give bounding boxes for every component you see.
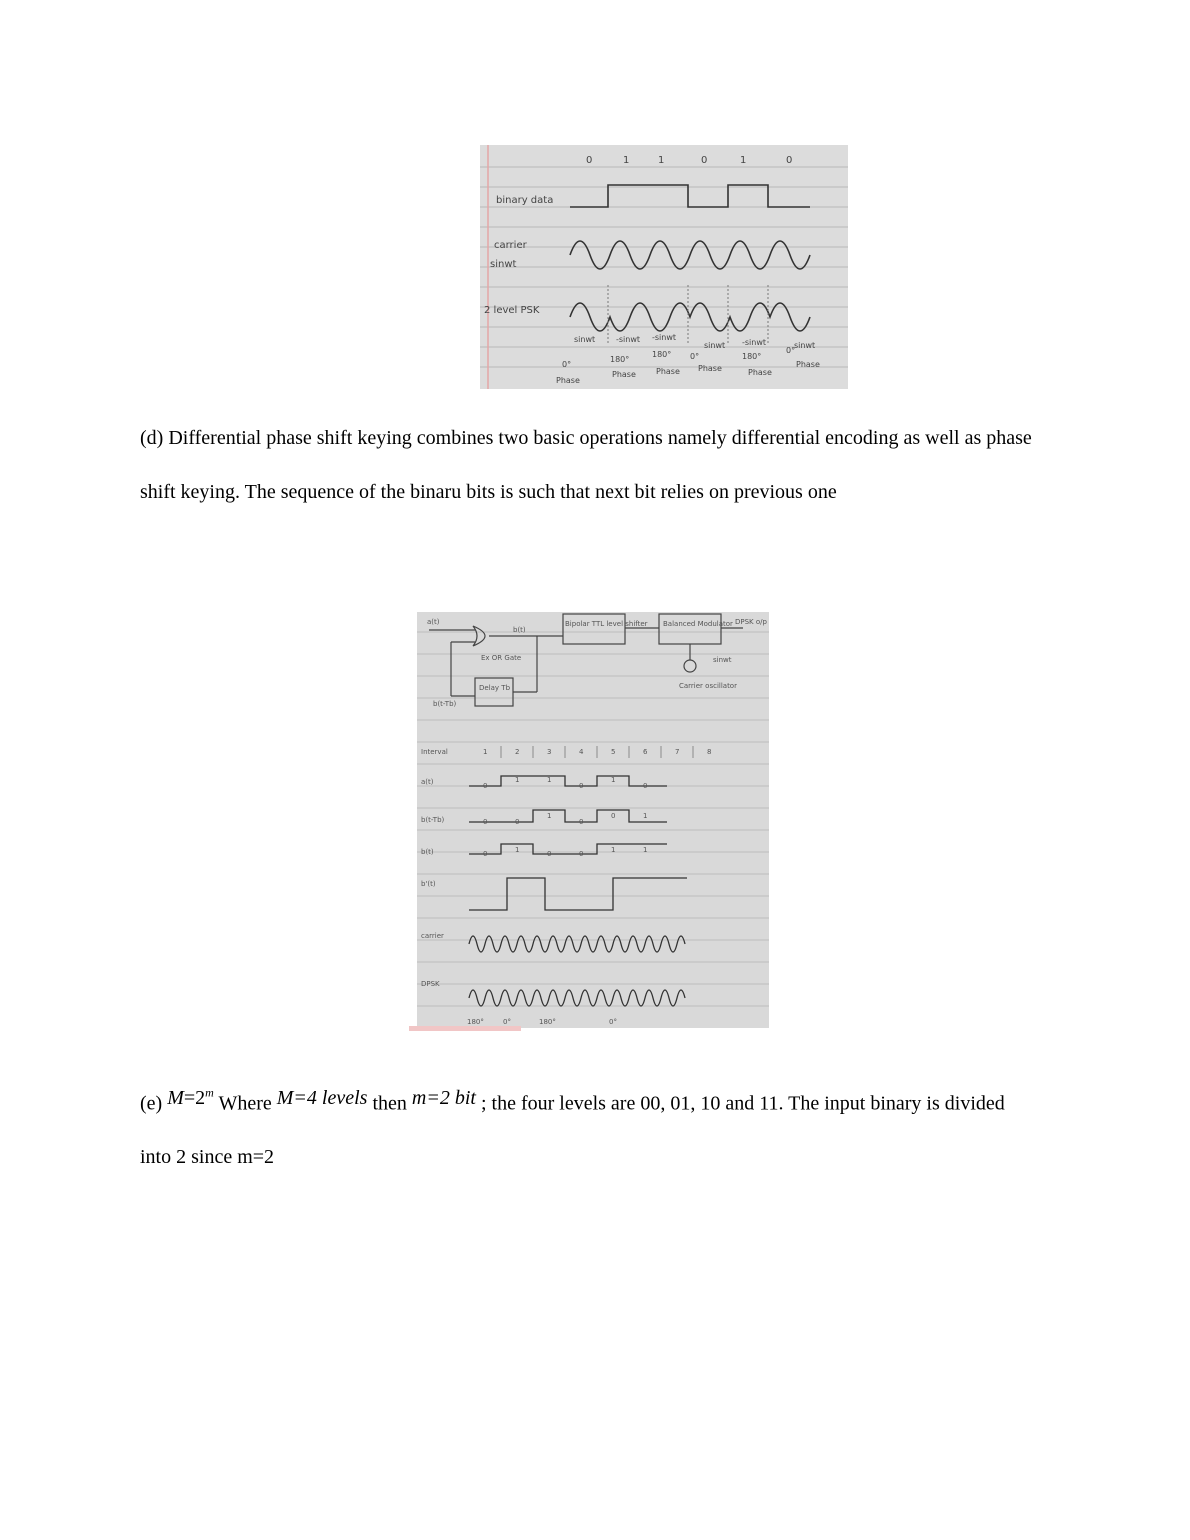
phase-value: 180° [742, 352, 762, 361]
para-e-then: then [372, 1092, 407, 1115]
phase-word: Phase [698, 364, 722, 373]
label-bt: b(t) [513, 626, 526, 634]
row-label: DPSK [421, 980, 440, 988]
phase-value: 0° [786, 346, 796, 355]
row-label-psk: 2 level PSK [484, 305, 540, 316]
row-label-sinwt: sinwt [490, 259, 517, 270]
a-bit: 0 [483, 782, 488, 790]
bit-label: 1 [740, 155, 747, 166]
bt-bit: 0 [579, 850, 584, 858]
label-output: DPSK o/p [735, 618, 767, 626]
para-e-rest: ; the four levels are 00, 01, 10 and 11. The input binary is divided into 2 since m=2 [140, 1092, 1005, 1169]
equation-m-2: m=2 bit [411, 1086, 476, 1109]
btb-bit: 0 [515, 818, 520, 826]
a-bit: 1 [611, 776, 616, 784]
phase-value: 180° [539, 1018, 556, 1026]
paragraph-e [140, 1072, 1040, 1185]
phase-value: 180° [467, 1018, 484, 1026]
phase-word: Phase [796, 360, 820, 369]
interval-number: 1 [483, 748, 488, 756]
a-bit: 1 [547, 776, 552, 784]
psk-waveform-figure [480, 145, 848, 389]
bt-bit: 1 [611, 846, 616, 854]
bt-bit: 0 [483, 850, 488, 858]
label-modulator: Balanced Modulator [663, 620, 733, 628]
bt-bit: 1 [515, 846, 520, 854]
label-carrier: sinwt [713, 656, 732, 664]
segment-label: -sinwt [616, 335, 641, 344]
bt-bit: 0 [547, 850, 552, 858]
row-label: b(t) [421, 848, 434, 856]
notebook-paper [417, 612, 769, 1028]
phase-value: 180° [610, 355, 630, 364]
bit-label: 0 [586, 155, 593, 166]
label-feedback: b(t-Tb) [433, 700, 457, 708]
dpsk-figure [417, 612, 769, 1028]
label-oscillator: Carrier oscillator [679, 682, 737, 690]
a-bit: 1 [515, 776, 520, 784]
row-label: Interval [421, 748, 448, 756]
label-input: a(t) [427, 618, 440, 626]
interval-number: 6 [643, 748, 648, 756]
label-shifter: Bipolar TTL level shifter [565, 620, 648, 628]
a-bit: 0 [579, 782, 584, 790]
row-label: carrier [421, 932, 444, 940]
interval-number: 7 [675, 748, 680, 756]
page-mark [409, 1026, 521, 1031]
row-label-binary: binary data [496, 195, 554, 206]
phase-value: 180° [652, 350, 672, 359]
para-e-lead: (e) [140, 1092, 163, 1115]
btb-bit: 0 [579, 818, 584, 826]
phase-value: 0° [562, 360, 572, 369]
interval-number: 5 [611, 748, 616, 756]
a-bit: 0 [643, 782, 648, 790]
phase-word: Phase [656, 367, 680, 376]
btb-bit: 0 [611, 812, 616, 820]
equation-m-power: $M=2^m$ [167, 1085, 214, 1109]
bit-label: 0 [701, 155, 708, 166]
para-e-where: Where [218, 1092, 272, 1115]
row-label-carrier: carrier [494, 240, 527, 251]
label-xor: Ex OR Gate [481, 654, 522, 662]
phase-word: Phase [612, 370, 636, 379]
interval-number: 8 [707, 748, 712, 756]
btb-bit: 1 [643, 812, 648, 820]
bit-label: 0 [786, 155, 793, 166]
segment-label: -sinwt [742, 338, 767, 347]
row-label: a(t) [421, 778, 434, 786]
bit-label: 1 [623, 155, 630, 166]
btb-bit: 0 [483, 818, 488, 826]
bit-label: 1 [658, 155, 665, 166]
bt-bit: 1 [643, 846, 648, 854]
interval-number: 4 [579, 748, 584, 756]
row-label: b'(t) [421, 880, 436, 888]
label-delay: Delay Tb [479, 684, 511, 692]
row-label: b(t-Tb) [421, 816, 445, 824]
phase-value: 0° [690, 352, 700, 361]
phase-word: Phase [748, 368, 772, 377]
btb-bit: 1 [547, 812, 552, 820]
interval-number: 3 [547, 748, 552, 756]
equation-m-4: M=4 levels [276, 1086, 368, 1109]
phase-word: Phase [556, 376, 580, 385]
segment-label: sinwt [704, 341, 726, 350]
phase-value: 0° [503, 1018, 511, 1026]
segment-label: sinwt [574, 335, 596, 344]
segment-label: -sinwt [652, 333, 677, 342]
paragraph-d: (d) Differential phase shift keying combines two basic operations namely differential encoding as well as phase shift keying. The sequence of the binaru bits is such that next bit relies on previous one [140, 427, 1032, 503]
phase-value: 0° [609, 1018, 617, 1026]
interval-number: 2 [515, 748, 520, 756]
segment-label: sinwt [794, 341, 816, 350]
